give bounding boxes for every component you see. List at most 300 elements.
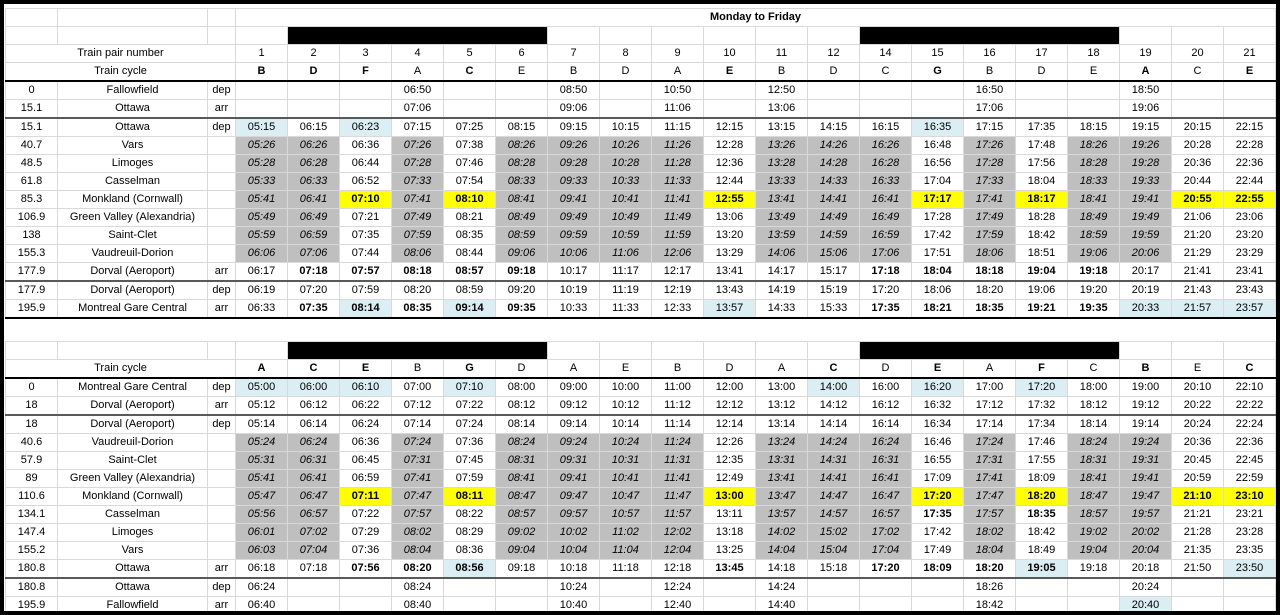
time-cell: 20:24 bbox=[1120, 578, 1172, 597]
train-cycle: E bbox=[600, 360, 652, 379]
train-pair-number: 2 bbox=[288, 45, 340, 63]
time-cell: 14:26 bbox=[808, 137, 860, 155]
time-cell: 22:28 bbox=[1224, 137, 1276, 155]
time-cell: 10:41 bbox=[600, 191, 652, 209]
time-cell: 17:20 bbox=[860, 281, 912, 300]
time-cell: 06:36 bbox=[340, 434, 392, 452]
grid-spacer-cell bbox=[236, 342, 288, 360]
time-cell: 17:06 bbox=[860, 245, 912, 263]
grid-spacer-cell bbox=[600, 27, 652, 45]
time-cell: 11:24 bbox=[652, 434, 704, 452]
time-cell: 09:06 bbox=[548, 100, 600, 119]
station-name: Monkland (Cornwall) bbox=[58, 191, 208, 209]
time-cell: 18:42 bbox=[1016, 524, 1068, 542]
time-cell: 15:18 bbox=[808, 560, 860, 579]
time-cell: 06:15 bbox=[288, 118, 340, 137]
time-cell: 13:49 bbox=[756, 209, 808, 227]
time-cell: 10:18 bbox=[548, 560, 600, 579]
time-cell: 16:35 bbox=[912, 118, 964, 137]
time-cell: 06:24 bbox=[236, 578, 288, 597]
stop-type bbox=[208, 173, 236, 191]
train-cycle: B bbox=[756, 63, 808, 82]
time-cell: 13:29 bbox=[704, 245, 756, 263]
time-cell: 18:42 bbox=[1016, 227, 1068, 245]
distance-km: 85.3 bbox=[6, 191, 58, 209]
time-cell bbox=[860, 81, 912, 100]
time-cell: 07:54 bbox=[444, 173, 496, 191]
time-cell: 12:17 bbox=[652, 263, 704, 282]
time-cell: 22:15 bbox=[1224, 118, 1276, 137]
distance-km: 15.1 bbox=[6, 118, 58, 137]
time-cell: 13:28 bbox=[756, 155, 808, 173]
station-name: Limoges bbox=[58, 524, 208, 542]
time-cell: 19:31 bbox=[1120, 452, 1172, 470]
time-cell: 05:00 bbox=[236, 378, 288, 397]
time-cell: 10:47 bbox=[600, 488, 652, 506]
time-cell: 19:00 bbox=[1120, 378, 1172, 397]
time-cell: 10:33 bbox=[548, 300, 600, 319]
time-cell bbox=[1172, 100, 1224, 119]
time-cell: 05:41 bbox=[236, 470, 288, 488]
train-cycle: B bbox=[236, 63, 288, 82]
time-cell: 07:11 bbox=[340, 488, 392, 506]
time-cell bbox=[808, 578, 860, 597]
time-cell: 14:41 bbox=[808, 470, 860, 488]
time-cell: 08:41 bbox=[496, 191, 548, 209]
time-cell: 07:24 bbox=[392, 434, 444, 452]
time-cell: 15:33 bbox=[808, 300, 860, 319]
stop-type bbox=[208, 488, 236, 506]
time-cell: 06:03 bbox=[236, 542, 288, 560]
time-cell: 10:00 bbox=[600, 378, 652, 397]
train-cycle: D bbox=[288, 63, 340, 82]
station-name: Ottawa bbox=[58, 118, 208, 137]
time-cell: 08:36 bbox=[444, 542, 496, 560]
distance-km: 61.8 bbox=[6, 173, 58, 191]
train-pair-number: 17 bbox=[1016, 45, 1068, 63]
time-cell: 14:49 bbox=[808, 209, 860, 227]
stop-type bbox=[208, 155, 236, 173]
time-cell: 05:56 bbox=[236, 506, 288, 524]
time-cell: 11:33 bbox=[600, 300, 652, 319]
time-cell: 20:28 bbox=[1172, 137, 1224, 155]
time-cell: 09:28 bbox=[548, 155, 600, 173]
time-cell: 17:02 bbox=[860, 524, 912, 542]
time-cell: 16:49 bbox=[860, 209, 912, 227]
time-cell: 12:15 bbox=[704, 118, 756, 137]
station-row bbox=[6, 155, 1276, 173]
time-cell: 16:00 bbox=[860, 378, 912, 397]
time-cell: 09:26 bbox=[548, 137, 600, 155]
time-cell: 10:24 bbox=[600, 434, 652, 452]
time-cell: 17:20 bbox=[1016, 378, 1068, 397]
train-cycle-label: Train cycle bbox=[6, 63, 236, 82]
train-cycle: E bbox=[704, 63, 756, 82]
time-cell: 17:04 bbox=[860, 542, 912, 560]
time-cell: 13:31 bbox=[756, 452, 808, 470]
time-cell: 13:25 bbox=[704, 542, 756, 560]
distance-km: 195.9 bbox=[6, 597, 58, 615]
grid-spacer-cell bbox=[548, 342, 600, 360]
time-cell bbox=[704, 597, 756, 615]
distance-km: 40.7 bbox=[6, 137, 58, 155]
stop-type bbox=[208, 209, 236, 227]
time-cell: 10:40 bbox=[548, 597, 600, 615]
time-cell: 13:00 bbox=[756, 378, 808, 397]
time-cell: 17:47 bbox=[964, 488, 1016, 506]
bottom-timetable-section bbox=[5, 341, 1276, 615]
train-pair-number-label: Train pair number bbox=[6, 45, 236, 63]
time-cell: 09:49 bbox=[548, 209, 600, 227]
time-cell: 08:24 bbox=[392, 578, 444, 597]
time-cell: 06:24 bbox=[340, 415, 392, 434]
time-cell: 05:49 bbox=[236, 209, 288, 227]
time-cell: 09:33 bbox=[548, 173, 600, 191]
station-row bbox=[6, 191, 1276, 209]
time-cell: 07:36 bbox=[340, 542, 392, 560]
time-cell: 18:17 bbox=[1016, 191, 1068, 209]
grid-spacer-cell bbox=[58, 342, 208, 360]
time-cell: 22:44 bbox=[1224, 173, 1276, 191]
time-cell: 18:14 bbox=[1068, 415, 1120, 434]
time-cell: 14:33 bbox=[808, 173, 860, 191]
time-cell: 10:06 bbox=[548, 245, 600, 263]
time-cell: 08:59 bbox=[444, 281, 496, 300]
time-cell: 16:50 bbox=[964, 81, 1016, 100]
grid-spacer-cell bbox=[6, 342, 58, 360]
time-cell: 20:17 bbox=[1120, 263, 1172, 282]
time-cell: 06:06 bbox=[236, 245, 288, 263]
train-pair-number: 11 bbox=[756, 45, 808, 63]
time-cell: 05:14 bbox=[236, 415, 288, 434]
time-cell: 09:41 bbox=[548, 191, 600, 209]
stop-type: arr bbox=[208, 300, 236, 319]
time-cell: 06:17 bbox=[236, 263, 288, 282]
time-cell: 10:33 bbox=[600, 173, 652, 191]
time-cell: 07:59 bbox=[340, 281, 392, 300]
grid-spacer-cell bbox=[6, 9, 58, 27]
time-cell: 23:28 bbox=[1224, 524, 1276, 542]
train-cycle: B bbox=[652, 360, 704, 379]
time-cell: 07:18 bbox=[288, 560, 340, 579]
time-cell: 09:18 bbox=[496, 560, 548, 579]
time-cell bbox=[1172, 578, 1224, 597]
time-cell: 08:12 bbox=[496, 397, 548, 416]
time-cell: 17:18 bbox=[860, 263, 912, 282]
time-cell: 16:56 bbox=[912, 155, 964, 173]
time-cell: 08:15 bbox=[496, 118, 548, 137]
time-cell: 20:45 bbox=[1172, 452, 1224, 470]
time-cell: 09:02 bbox=[496, 524, 548, 542]
time-cell: 09:31 bbox=[548, 452, 600, 470]
stop-type: arr bbox=[208, 597, 236, 615]
time-cell: 12:02 bbox=[652, 524, 704, 542]
time-cell bbox=[860, 597, 912, 615]
time-cell: 05:41 bbox=[236, 191, 288, 209]
time-cell: 10:14 bbox=[600, 415, 652, 434]
train-cycle: D bbox=[496, 360, 548, 379]
train-cycle: E bbox=[1224, 63, 1276, 82]
time-cell: 13:41 bbox=[756, 470, 808, 488]
time-cell: 17:49 bbox=[964, 209, 1016, 227]
time-cell: 23:29 bbox=[1224, 245, 1276, 263]
time-cell bbox=[808, 100, 860, 119]
time-cell bbox=[1068, 578, 1120, 597]
time-cell: 08:41 bbox=[496, 470, 548, 488]
time-cell: 10:02 bbox=[548, 524, 600, 542]
train-cycle: A bbox=[964, 360, 1016, 379]
time-cell: 05:47 bbox=[236, 488, 288, 506]
time-cell: 23:20 bbox=[1224, 227, 1276, 245]
time-cell bbox=[288, 100, 340, 119]
top-timetable-section bbox=[5, 8, 1276, 319]
time-cell bbox=[600, 100, 652, 119]
station-row bbox=[6, 470, 1276, 488]
time-cell: 14:02 bbox=[756, 524, 808, 542]
time-cell: 23:21 bbox=[1224, 506, 1276, 524]
time-cell: 07:02 bbox=[288, 524, 340, 542]
time-cell: 09:57 bbox=[548, 506, 600, 524]
time-cell: 18:09 bbox=[1016, 470, 1068, 488]
time-cell: 06:44 bbox=[340, 155, 392, 173]
time-cell: 10:50 bbox=[652, 81, 704, 100]
time-cell: 10:49 bbox=[600, 209, 652, 227]
time-cell: 11:41 bbox=[652, 191, 704, 209]
time-cell bbox=[1016, 100, 1068, 119]
time-cell: 13:33 bbox=[756, 173, 808, 191]
time-cell: 12:50 bbox=[756, 81, 808, 100]
time-cell: 19:21 bbox=[1016, 300, 1068, 319]
time-cell: 15:04 bbox=[808, 542, 860, 560]
time-cell: 18:35 bbox=[964, 300, 1016, 319]
time-cell: 07:22 bbox=[340, 506, 392, 524]
train-pair-number: 10 bbox=[704, 45, 756, 63]
time-cell: 17:41 bbox=[964, 191, 1016, 209]
train-pair-number: 14 bbox=[860, 45, 912, 63]
distance-km: 180.8 bbox=[6, 578, 58, 597]
distance-km: 134.1 bbox=[6, 506, 58, 524]
time-cell: 06:59 bbox=[340, 470, 392, 488]
time-cell: 19:12 bbox=[1120, 397, 1172, 416]
time-cell: 08:11 bbox=[444, 488, 496, 506]
time-cell: 06:22 bbox=[340, 397, 392, 416]
time-cell: 18:28 bbox=[1016, 209, 1068, 227]
station-name: Dorval (Aeroport) bbox=[58, 263, 208, 282]
time-cell: 13:11 bbox=[704, 506, 756, 524]
stop-type: dep bbox=[208, 578, 236, 597]
time-cell: 11:15 bbox=[652, 118, 704, 137]
time-cell: 07:47 bbox=[392, 488, 444, 506]
time-cell: 12:14 bbox=[704, 415, 756, 434]
time-cell bbox=[444, 100, 496, 119]
time-cell: 08:20 bbox=[392, 281, 444, 300]
time-cell: 06:50 bbox=[392, 81, 444, 100]
time-cell: 21:41 bbox=[1172, 263, 1224, 282]
distance-km: 177.9 bbox=[6, 263, 58, 282]
time-cell: 18:28 bbox=[1068, 155, 1120, 173]
time-cell: 16:15 bbox=[860, 118, 912, 137]
time-cell: 22:24 bbox=[1224, 415, 1276, 434]
time-cell: 07:35 bbox=[340, 227, 392, 245]
time-cell: 22:36 bbox=[1224, 434, 1276, 452]
time-cell: 18:41 bbox=[1068, 191, 1120, 209]
time-cell: 08:33 bbox=[496, 173, 548, 191]
time-cell: 06:41 bbox=[288, 470, 340, 488]
time-cell: 09:24 bbox=[548, 434, 600, 452]
time-cell: 17:17 bbox=[912, 191, 964, 209]
time-cell: 21:50 bbox=[1172, 560, 1224, 579]
train-cycle-label: Train cycle bbox=[6, 360, 236, 379]
time-cell: 17:32 bbox=[1016, 397, 1068, 416]
time-cell: 06:33 bbox=[236, 300, 288, 319]
time-cell bbox=[860, 100, 912, 119]
time-cell: 10:04 bbox=[548, 542, 600, 560]
time-cell: 18:04 bbox=[1016, 173, 1068, 191]
station-row bbox=[6, 524, 1276, 542]
time-cell: 11:59 bbox=[652, 227, 704, 245]
time-cell bbox=[1016, 578, 1068, 597]
time-cell: 14:19 bbox=[756, 281, 808, 300]
time-cell: 17:42 bbox=[912, 227, 964, 245]
time-cell: 11:17 bbox=[600, 263, 652, 282]
grid-spacer-cell bbox=[756, 342, 808, 360]
time-cell: 07:46 bbox=[444, 155, 496, 173]
time-cell: 14:33 bbox=[756, 300, 808, 319]
time-cell: 11:57 bbox=[652, 506, 704, 524]
time-cell: 08:47 bbox=[496, 488, 548, 506]
distance-km: 110.6 bbox=[6, 488, 58, 506]
time-cell: 12:44 bbox=[704, 173, 756, 191]
time-cell: 07:10 bbox=[444, 378, 496, 397]
time-cell: 06:52 bbox=[340, 173, 392, 191]
time-cell: 19:05 bbox=[1016, 560, 1068, 579]
time-cell: 10:31 bbox=[600, 452, 652, 470]
stop-type bbox=[208, 524, 236, 542]
time-cell: 09:06 bbox=[496, 245, 548, 263]
time-cell: 20:22 bbox=[1172, 397, 1224, 416]
time-cell: 18:35 bbox=[1016, 506, 1068, 524]
time-cell: 17:12 bbox=[964, 397, 1016, 416]
time-cell: 12:49 bbox=[704, 470, 756, 488]
time-cell: 17:46 bbox=[1016, 434, 1068, 452]
distance-km: 155.3 bbox=[6, 245, 58, 263]
station-row bbox=[6, 263, 1276, 282]
time-cell: 19:18 bbox=[1068, 263, 1120, 282]
station-name: Limoges bbox=[58, 155, 208, 173]
station-row bbox=[6, 209, 1276, 227]
time-cell: 17:35 bbox=[912, 506, 964, 524]
time-cell: 18:41 bbox=[1068, 470, 1120, 488]
time-cell: 06:00 bbox=[288, 378, 340, 397]
stop-type: dep bbox=[208, 118, 236, 137]
train-cycle: C bbox=[288, 360, 340, 379]
station-row bbox=[6, 397, 1276, 416]
train-pair-number: 4 bbox=[392, 45, 444, 63]
stop-type: arr bbox=[208, 263, 236, 282]
train-cycle: E bbox=[1068, 63, 1120, 82]
time-cell: 14:41 bbox=[808, 191, 860, 209]
time-cell: 18:50 bbox=[1120, 81, 1172, 100]
time-cell: 19:47 bbox=[1120, 488, 1172, 506]
time-cell bbox=[236, 81, 288, 100]
time-cell: 16:41 bbox=[860, 470, 912, 488]
stop-type bbox=[208, 542, 236, 560]
time-cell: 14:18 bbox=[756, 560, 808, 579]
time-cell: 19:33 bbox=[1120, 173, 1172, 191]
time-cell: 07:57 bbox=[392, 506, 444, 524]
time-cell: 19:57 bbox=[1120, 506, 1172, 524]
time-cell: 08:28 bbox=[496, 155, 548, 173]
time-cell: 20:44 bbox=[1172, 173, 1224, 191]
bottom-table bbox=[5, 341, 1276, 615]
time-cell: 17:57 bbox=[964, 506, 1016, 524]
time-cell: 07:18 bbox=[288, 263, 340, 282]
time-cell: 08:57 bbox=[444, 263, 496, 282]
time-cell: 18:20 bbox=[964, 560, 1016, 579]
time-cell: 07:56 bbox=[340, 560, 392, 579]
train-cycle: A bbox=[652, 63, 704, 82]
time-cell: 14:15 bbox=[808, 118, 860, 137]
grid-spacer-cell bbox=[808, 27, 860, 45]
train-cycle: B bbox=[1120, 360, 1172, 379]
time-cell: 08:57 bbox=[496, 506, 548, 524]
time-cell: 21:21 bbox=[1172, 506, 1224, 524]
time-cell: 08:00 bbox=[496, 378, 548, 397]
time-cell: 21:20 bbox=[1172, 227, 1224, 245]
time-cell: 20:59 bbox=[1172, 470, 1224, 488]
time-cell: 11:14 bbox=[652, 415, 704, 434]
station-row bbox=[6, 300, 1276, 319]
train-pair-number: 21 bbox=[1224, 45, 1276, 63]
time-cell: 07:29 bbox=[340, 524, 392, 542]
time-cell: 23:57 bbox=[1224, 300, 1276, 319]
grid-spacer-cell bbox=[1172, 342, 1224, 360]
time-cell: 18:42 bbox=[964, 597, 1016, 615]
time-cell: 11:33 bbox=[652, 173, 704, 191]
time-cell: 15:06 bbox=[808, 245, 860, 263]
time-cell: 20:36 bbox=[1172, 155, 1224, 173]
time-cell: 13:18 bbox=[704, 524, 756, 542]
station-name: Vars bbox=[58, 137, 208, 155]
time-cell bbox=[704, 100, 756, 119]
grid-spacer-cell bbox=[704, 342, 756, 360]
time-cell: 08:10 bbox=[444, 191, 496, 209]
time-cell: 17:26 bbox=[964, 137, 1016, 155]
time-cell: 07:36 bbox=[444, 434, 496, 452]
station-name: Fallowfield bbox=[58, 597, 208, 615]
time-cell bbox=[704, 578, 756, 597]
time-cell: 07:57 bbox=[340, 263, 392, 282]
time-cell: 07:28 bbox=[392, 155, 444, 173]
time-cell: 07:38 bbox=[444, 137, 496, 155]
time-cell: 08:18 bbox=[392, 263, 444, 282]
time-cell: 22:45 bbox=[1224, 452, 1276, 470]
time-cell: 15:02 bbox=[808, 524, 860, 542]
time-cell: 12:26 bbox=[704, 434, 756, 452]
time-cell: 21:10 bbox=[1172, 488, 1224, 506]
time-cell bbox=[1224, 100, 1276, 119]
time-cell: 17:33 bbox=[964, 173, 1016, 191]
time-cell: 13:24 bbox=[756, 434, 808, 452]
grid-spacer-cell bbox=[208, 27, 236, 45]
time-cell: 17:42 bbox=[912, 524, 964, 542]
time-cell: 21:29 bbox=[1172, 245, 1224, 263]
time-cell: 17:28 bbox=[912, 209, 964, 227]
time-cell: 08:22 bbox=[444, 506, 496, 524]
station-name: Montreal Gare Central bbox=[58, 378, 208, 397]
stop-type bbox=[208, 470, 236, 488]
time-cell: 08:50 bbox=[548, 81, 600, 100]
